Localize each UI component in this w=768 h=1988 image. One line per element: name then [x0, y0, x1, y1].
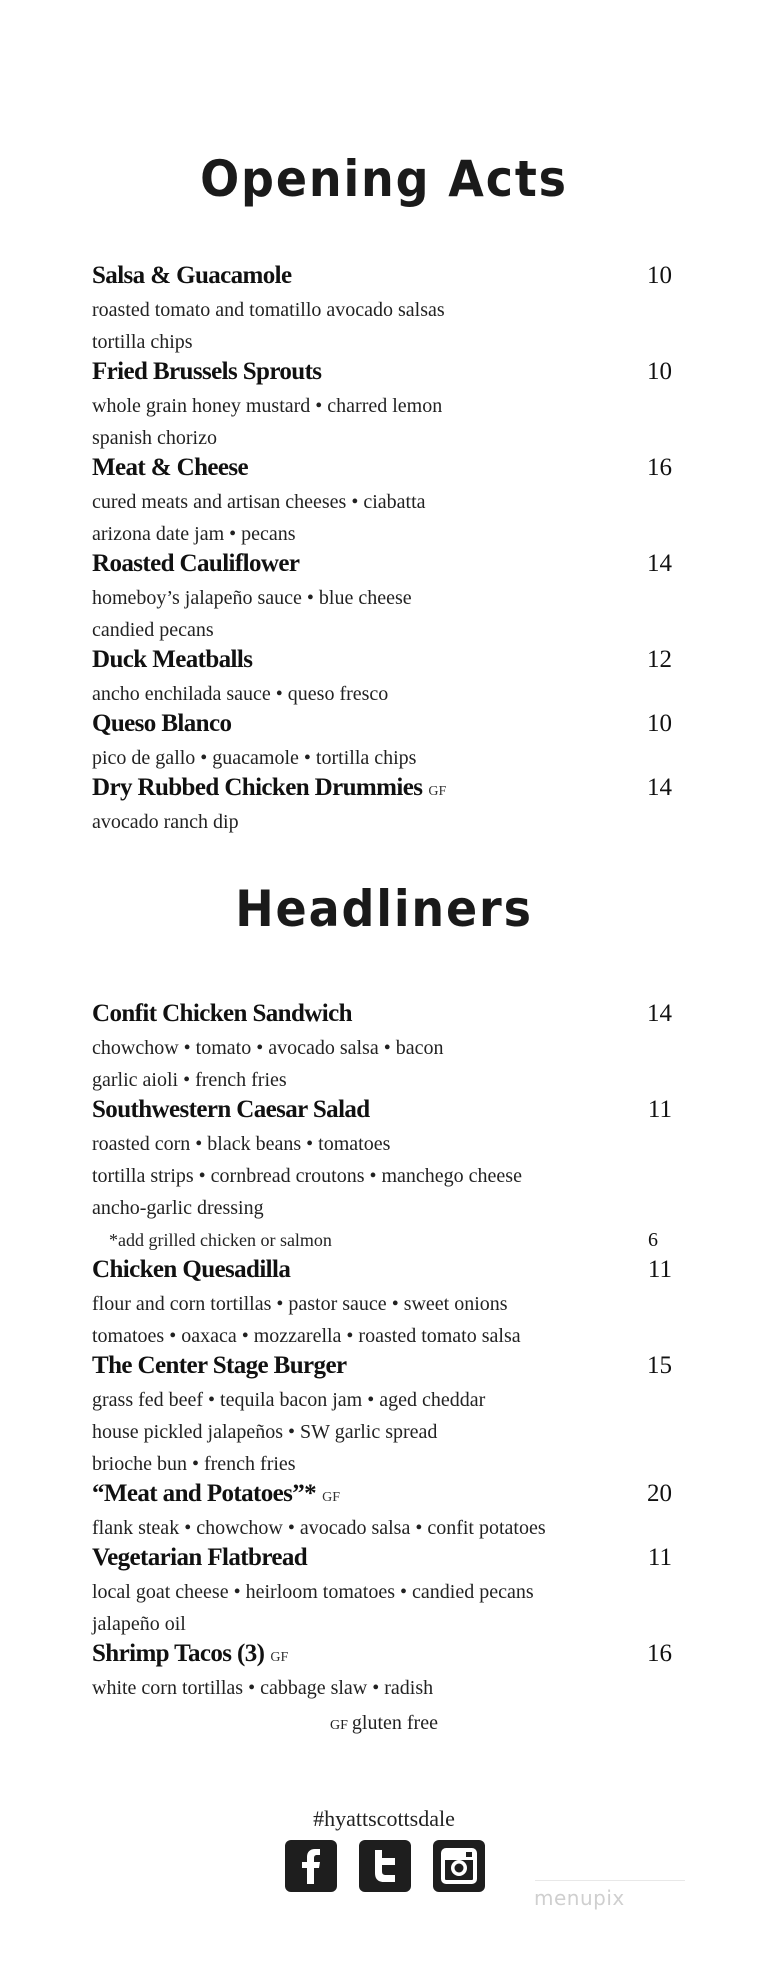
gluten-free-tag: GF [270, 1650, 289, 1665]
item-description: homeboy’s jalapeño sauce • blue cheese [92, 587, 412, 609]
item-price: 12 [647, 646, 672, 673]
item-description: flour and corn tortillas • pastor sauce • sweet onions [92, 1293, 508, 1315]
item-description: avocado ranch dip [92, 811, 239, 833]
item-name-text: “Meat and Potatoes”* [92, 1480, 317, 1507]
item-price: 16 [647, 1640, 672, 1667]
menu-item [92, 1480, 672, 1544]
item-price: 14 [647, 550, 672, 577]
menu-item [92, 454, 672, 550]
menu-item [92, 1544, 672, 1640]
item-name: Roasted Cauliflower [92, 550, 300, 577]
opening-acts-list [92, 262, 672, 838]
item-price: 16 [647, 454, 672, 481]
item-price: 15 [647, 1352, 672, 1379]
item-description: local goat cheese • heirloom tomatoes • candied pecans [92, 1581, 534, 1603]
item-name [92, 1640, 288, 1668]
item-description: candied pecans [92, 619, 214, 641]
item-description: garlic aioli • french fries [92, 1069, 287, 1091]
item-description: pico de gallo • guacamole • tortilla chips [92, 747, 417, 769]
menu-item [92, 550, 672, 646]
item-description: brioche bun • french fries [92, 1453, 296, 1475]
menu-item [92, 646, 672, 710]
item-description: spanish chorizo [92, 427, 217, 449]
item-name: Queso Blanco [92, 710, 232, 737]
item-price: 11 [647, 1096, 672, 1123]
item-name: Duck Meatballs [92, 646, 253, 673]
hashtag: #hyattscottsdale [313, 1806, 455, 1831]
menu-item [92, 1352, 672, 1480]
item-price: 10 [647, 710, 672, 737]
addon-price: 6 [648, 1229, 658, 1251]
twitter-icon[interactable] [359, 1840, 411, 1892]
item-description: cured meats and artisan cheeses • ciabatta [92, 491, 426, 513]
menu-item [92, 1640, 672, 1704]
item-description: roasted tomato and tomatillo avocado salsas [92, 299, 445, 321]
gluten-free-tag: GF [322, 1490, 340, 1505]
item-name-text: Dry Rubbed Chicken Drummies [92, 774, 423, 801]
menu-item [92, 1000, 672, 1096]
addon-label: *add grilled chicken or salmon [109, 1230, 332, 1250]
item-description: whole grain honey mustard • charred lemon [92, 395, 443, 417]
menu-item [92, 262, 672, 358]
item-price: 14 [647, 774, 672, 801]
item-description: roasted corn • black beans • tomatoes [92, 1133, 391, 1155]
item-price: 11 [647, 1256, 672, 1283]
watermark: menupix [534, 1886, 625, 1910]
facebook-icon[interactable] [285, 1840, 337, 1892]
item-description: ancho-garlic dressing [92, 1197, 264, 1219]
item-name: Confit Chicken Sandwich [92, 1000, 352, 1027]
item-name: Vegetarian Flatbread [92, 1544, 308, 1571]
item-price: 10 [647, 358, 672, 385]
menu-item [92, 358, 672, 454]
gluten-free-legend [0, 1712, 768, 1735]
watermark-divider [535, 1880, 685, 1881]
section-title-opening-acts: Opening Acts [200, 150, 568, 208]
headliners-list [92, 1000, 672, 1704]
item-description: chowchow • tomato • avocado salsa • bacon [92, 1037, 444, 1059]
social-icons [285, 1840, 485, 1892]
item-price: 20 [647, 1480, 672, 1507]
item-description: tortilla chips [92, 331, 193, 353]
item-description: tortilla strips • cornbread croutons • manchego cheese [92, 1165, 522, 1187]
item-price: 10 [647, 262, 672, 289]
item-description: grass fed beef • tequila bacon jam • aged cheddar [92, 1389, 486, 1411]
gf-abbr: GF [330, 1718, 348, 1733]
item-name: Salsa & Guacamole [92, 262, 292, 289]
gf-label: gluten free [351, 1712, 438, 1734]
item-name: Chicken Quesadilla [92, 1256, 291, 1283]
instagram-icon[interactable] [433, 1840, 485, 1892]
addon-row [92, 1224, 672, 1256]
item-price: 14 [647, 1000, 672, 1027]
item-description: white corn tortillas • cabbage slaw • radish [92, 1677, 434, 1699]
item-name: Meat & Cheese [92, 454, 249, 481]
menu-item [92, 1256, 672, 1352]
item-name: Southwestern Caesar Salad [92, 1096, 370, 1123]
menu-item [92, 710, 672, 774]
item-description: house pickled jalapeños • SW garlic spread [92, 1421, 438, 1443]
item-name-text: Shrimp Tacos (3) [92, 1640, 265, 1667]
gluten-free-tag: GF [428, 784, 447, 799]
item-name: Fried Brussels Sprouts [92, 358, 322, 385]
item-price: 11 [647, 1544, 672, 1571]
item-description: tomatoes • oaxaca • mozzarella • roasted tomato salsa [92, 1325, 521, 1347]
item-name: The Center Stage Burger [92, 1352, 347, 1379]
item-description: ancho enchilada sauce • queso fresco [92, 683, 389, 705]
item-name [92, 774, 446, 802]
item-description: arizona date jam • pecans [92, 523, 296, 545]
menu-item [92, 1096, 672, 1256]
item-description: flank steak • chowchow • avocado salsa • confit potatoes [92, 1517, 546, 1539]
menu-item [92, 774, 672, 838]
item-name [92, 1480, 340, 1508]
item-description: jalapeño oil [92, 1613, 186, 1635]
section-title-headliners: Headliners [235, 880, 533, 938]
